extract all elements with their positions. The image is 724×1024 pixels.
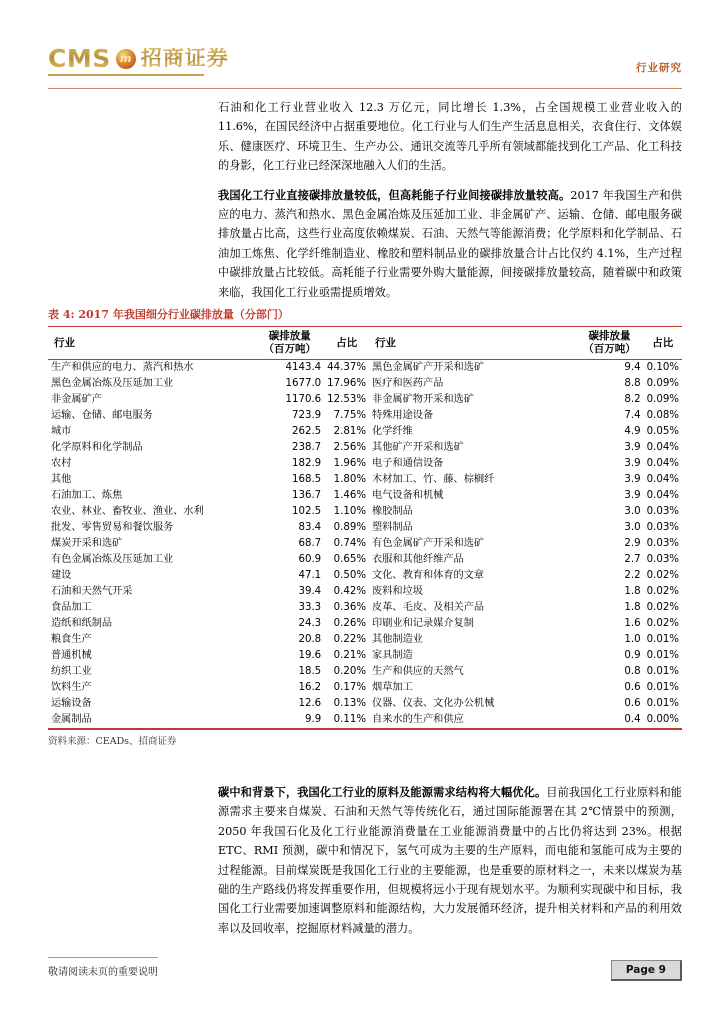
cell-share-left: 0.74%	[333, 537, 367, 549]
cell-emission-right: 1.8	[624, 585, 641, 597]
cell-share-right: 0.03%	[646, 537, 679, 549]
cell-emission-right: 2.2	[624, 569, 641, 581]
cell-share-right: 0.08%	[646, 410, 679, 422]
cell-industry-left: 其他	[51, 473, 72, 485]
table-row	[48, 711, 682, 727]
emissions-table	[48, 326, 682, 727]
table-row	[48, 424, 682, 440]
cell-emission-left: 102.5	[292, 505, 322, 517]
table-row	[48, 536, 682, 552]
col-header-emission-right-line1: 碳排放量	[588, 330, 631, 342]
col-header-emission-right	[575, 327, 643, 360]
cell-share-right: 0.03%	[646, 553, 679, 565]
table-row	[48, 504, 682, 520]
page-number-badge: Page 9	[611, 960, 682, 981]
cell-share-left: 7.75%	[333, 410, 367, 422]
cell-industry-left: 农业、林业、畜牧业、渔业、水利	[51, 505, 204, 517]
cell-emission-left: 168.5	[292, 473, 322, 485]
cell-industry-right: 废料和垃圾	[372, 585, 423, 597]
page-header	[48, 42, 682, 94]
cell-emission-left: 68.7	[298, 537, 322, 549]
cell-share-right: 0.04%	[646, 458, 679, 469]
table-row	[48, 616, 682, 632]
table-source: 资料来源：CEADs、招商证券	[48, 735, 177, 747]
table-row	[48, 695, 682, 711]
table-row	[48, 663, 682, 679]
table-row	[48, 488, 682, 504]
col-header-industry-left: 行业	[48, 327, 255, 360]
cell-emission-right: 0.4	[624, 713, 641, 725]
header-section-label: 行业研究	[636, 62, 682, 74]
col-header-industry-right: 行业	[369, 327, 575, 360]
cell-share-left: 0.21%	[333, 649, 367, 661]
cell-industry-right: 橡胶制品	[372, 505, 413, 517]
cell-emission-right: 3.0	[624, 505, 641, 517]
cell-share-left: 1.10%	[333, 505, 367, 517]
cell-emission-right: 8.8	[624, 378, 641, 390]
table-row	[48, 568, 682, 584]
cell-industry-right: 仪器、仪表、文化办公机械	[372, 697, 495, 709]
cell-emission-left: 9.9	[304, 713, 322, 725]
cell-industry-right: 塑料制品	[372, 521, 413, 533]
cell-industry-right: 其他制造业	[372, 633, 423, 645]
cell-emission-right: 0.9	[624, 649, 641, 661]
cell-emission-right: 2.7	[624, 553, 641, 565]
logo-underline	[48, 74, 204, 76]
table-header-row	[48, 327, 682, 360]
cell-industry-left: 粮食生产	[51, 633, 92, 645]
cell-industry-right: 特殊用途设备	[372, 410, 434, 422]
paragraph-3-text: 目前我国化工行业原料和能源需求主要来自煤炭、石油和天然气等传统化石，通过国际能源署在其 2℃情景中的预测，2050 年我国石化及化工行业能源消费量在工业能源消费量中的占比仍将达到 23%。根据 ETC、RMI 预测，碳中和情况下，氢气可成为主要的生产原料，而电能和氢能可成为主要的过程能源。目前煤炭既是我国化工行业的主要能源，也是重要的原材料之一，未来以煤炭为基础的生产路线仍将发挥重要作用，但规模将远小于现有规划水平。为顺利实现碳中和目标，我国化工行业需要加速调整原料和能源结构，大力发展循环经济，提升相关材料和产品的利用效率以及回收率，挖掘原材料减量的潜力。	[218, 786, 682, 935]
cell-share-right: 0.09%	[646, 394, 679, 406]
cell-emission-right: 3.9	[624, 489, 641, 501]
table-row	[48, 600, 682, 616]
cell-industry-left: 运输、仓储、邮电服务	[51, 410, 153, 422]
table-header	[48, 327, 682, 360]
cell-emission-right: 4.9	[624, 426, 641, 438]
cell-emission-left: 262.5	[292, 426, 322, 438]
cell-industry-left: 批发、零售贸易和餐饮服务	[51, 521, 174, 533]
table-row	[48, 647, 682, 663]
cell-industry-left: 运输设备	[51, 697, 92, 709]
cell-share-right: 0.04%	[646, 442, 679, 454]
logo-chinese-text: 招商证券	[140, 46, 229, 70]
cell-share-left: 1.80%	[333, 473, 367, 485]
cell-industry-right: 烟草加工	[372, 681, 413, 693]
cell-industry-left: 化学原料和化学制品	[51, 442, 143, 454]
cell-industry-left: 石油加工、炼焦	[51, 489, 123, 501]
cell-share-left: 0.26%	[333, 617, 367, 629]
paragraph-3-lead: 碳中和背景下，我国化工行业的原料及能源需求结构将大幅优化。	[218, 785, 547, 799]
cell-emission-left: 20.8	[298, 633, 322, 645]
footer-divider	[48, 957, 158, 958]
table-title: 表 4: 2017 年我国细分行业碳排放量（分部门）	[48, 308, 289, 321]
table-row	[48, 520, 682, 536]
table-row	[48, 376, 682, 392]
cell-industry-left: 建设	[51, 569, 72, 581]
paragraph-3	[218, 783, 682, 938]
cell-emission-left: 182.9	[292, 458, 322, 469]
col-header-emission-right-line2: （百万吨）	[583, 343, 636, 355]
cell-industry-right: 有色金属矿产开采和选矿	[372, 537, 485, 549]
cell-share-left: 0.36%	[333, 601, 367, 613]
cell-share-left: 2.56%	[333, 442, 367, 454]
cell-share-right: 0.05%	[646, 426, 679, 438]
cell-industry-left: 农村	[51, 458, 72, 469]
cell-share-left: 1.96%	[333, 458, 367, 469]
cell-share-left: 0.42%	[333, 585, 367, 597]
cell-emission-left: 4143.4	[285, 362, 322, 374]
table-row	[48, 392, 682, 408]
cell-industry-left: 饮料生产	[51, 681, 92, 693]
cell-share-right: 0.02%	[646, 585, 679, 597]
cell-emission-left: 16.2	[298, 681, 322, 693]
cell-share-right: 0.10%	[646, 362, 679, 374]
cell-emission-left: 136.7	[292, 489, 322, 501]
cell-share-left: 44.37%	[327, 362, 367, 374]
cell-industry-right: 皮革、毛皮、及相关产品	[372, 601, 485, 613]
footer-disclaimer: 敬请阅读末页的重要说明	[48, 967, 158, 978]
paragraph-1-text: 石油和化工行业营业收入 12.3 万亿元，同比增长 1.3%，占全国规模工业营业收入的 11.6%，在国民经济中占据重要地位。化工行业与人们生产生活息息相关，衣食住行、文体娱乐、健康医疗、环境卫生、生产办公、通讯交流等几乎所有领域都能找到化工产品、化工科技的身影，化工行业已经深深地融入人们的生活。	[218, 101, 682, 173]
cell-industry-right: 电气设备和机械	[372, 489, 444, 501]
cell-industry-left: 食品加工	[51, 601, 92, 613]
cell-share-left: 17.96%	[327, 378, 367, 390]
cell-emission-right: 3.9	[624, 458, 641, 469]
cms-logo	[48, 46, 229, 71]
cell-emission-right: 1.0	[624, 633, 641, 645]
cell-industry-right: 医疗和医药产品	[372, 378, 444, 390]
cell-emission-right: 1.6	[624, 617, 641, 629]
cell-industry-right: 自来水的生产和供应	[372, 713, 464, 725]
cell-share-left: 0.65%	[333, 553, 367, 565]
cell-emission-left: 33.3	[298, 601, 322, 613]
cell-industry-left: 黑色金属冶炼及压延加工业	[51, 378, 174, 390]
table-row	[48, 440, 682, 456]
cell-share-right: 0.01%	[646, 649, 679, 661]
cell-industry-right: 电子和通信设备	[372, 458, 444, 469]
cell-share-left: 0.11%	[333, 713, 367, 725]
cell-share-left: 2.81%	[333, 426, 367, 438]
cell-emission-right: 3.9	[624, 442, 641, 454]
cell-emission-right: 1.8	[624, 601, 641, 613]
col-header-share-left: 占比	[324, 327, 369, 360]
cell-share-left: 0.20%	[333, 665, 367, 677]
table-bottom-divider	[48, 728, 682, 730]
cell-emission-right: 9.4	[624, 362, 641, 374]
cell-share-right: 0.03%	[646, 505, 679, 517]
col-header-share-right: 占比	[644, 327, 682, 360]
cell-emission-right: 3.0	[624, 521, 641, 533]
cell-emission-left: 238.7	[292, 442, 322, 454]
cell-share-left: 0.50%	[333, 569, 367, 581]
top-text-column	[218, 98, 682, 302]
cell-share-left: 12.53%	[327, 394, 367, 406]
cell-emission-right: 0.6	[624, 681, 641, 693]
cell-industry-right: 衣服和其他纤维产品	[372, 553, 464, 565]
paragraph-2-text: 2017 年我国生产和供应的电力、蒸汽和热水、黑色金属冶炼及压延加工业、非金属矿产、运输、仓储、邮电服务碳排放量占比高，这些行业高度依赖煤炭、石油、天然气等能源消费；化学原料和化学制品、石油加工炼焦、化学纤维制造业、橡胶和塑料制品业的碳排放量合计占比仅约 4.1%，生产过程中碳排放量占比较低。高耗能子行业需要外购大量能源，间接碳排放量较高，随着碳中和政策来临，我国化工行业亟需提质增效。	[218, 188, 682, 299]
cell-emission-right: 3.9	[624, 473, 641, 485]
emissions-table-block	[48, 306, 682, 747]
bottom-text-column	[218, 783, 682, 938]
cell-share-left: 0.22%	[333, 633, 367, 645]
header-divider	[48, 88, 682, 89]
cell-industry-right: 木材加工、竹、藤、棕榈纤	[372, 473, 495, 485]
cell-industry-left: 造纸和纸制品	[51, 617, 113, 629]
cell-industry-left: 生产和供应的电力、蒸汽和热水	[51, 362, 194, 374]
col-header-emission-left-line2: （百万吨）	[263, 343, 317, 355]
cell-industry-right: 印刷业和记录媒介复制	[372, 617, 474, 629]
cell-share-left: 1.46%	[333, 489, 367, 501]
table-body	[48, 360, 682, 728]
cell-share-right: 0.02%	[646, 569, 679, 581]
cell-emission-right: 8.2	[624, 394, 641, 406]
cell-emission-left: 12.6	[298, 697, 322, 709]
cell-emission-right: 0.6	[624, 697, 641, 709]
cell-emission-right: 7.4	[624, 410, 641, 422]
col-header-emission-left-line1: 碳排放量	[268, 330, 311, 342]
cell-industry-left: 有色金属冶炼及压延加工业	[51, 553, 174, 565]
cell-share-right: 0.01%	[646, 697, 679, 709]
table-row	[48, 360, 682, 376]
cell-emission-left: 1170.6	[285, 394, 322, 406]
cell-share-left: 0.13%	[333, 697, 367, 709]
cell-industry-left: 非金属矿产	[51, 394, 102, 406]
table-row	[48, 472, 682, 488]
cell-industry-left: 煤炭开采和选矿	[51, 537, 123, 549]
cell-industry-right: 文化、教育和体育的文章	[372, 569, 485, 581]
paragraph-2-lead: 我国化工行业直接碳排放量较低，但高耗能子行业间接碳排放量较高。	[218, 187, 571, 202]
cell-emission-left: 83.4	[298, 521, 322, 533]
col-header-emission-left	[255, 327, 324, 360]
cell-emission-left: 39.4	[298, 585, 322, 597]
cell-industry-right: 黑色金属矿产开采和选矿	[372, 362, 485, 374]
cell-share-left: 0.89%	[333, 521, 367, 533]
cell-industry-right: 其他矿产开采和选矿	[372, 442, 464, 454]
cell-emission-left: 19.6	[298, 649, 322, 661]
cell-share-right: 0.02%	[646, 617, 679, 629]
paragraph-1	[218, 98, 682, 176]
cell-share-right: 0.04%	[646, 489, 679, 501]
logo-latin-text: CMS	[48, 44, 111, 73]
cell-industry-right: 家具制造	[372, 649, 413, 661]
cell-emission-right: 0.8	[624, 665, 641, 677]
cell-industry-right: 化学纤维	[372, 426, 413, 438]
table-row	[48, 679, 682, 695]
cell-industry-left: 城市	[51, 426, 72, 438]
cell-share-right: 0.01%	[646, 681, 679, 693]
cell-emission-left: 18.5	[298, 665, 322, 677]
cell-emission-left: 723.9	[292, 410, 322, 422]
cell-industry-left: 石油和天然气开采	[51, 585, 133, 597]
table-row	[48, 631, 682, 647]
cell-industry-left: 金属制品	[51, 713, 92, 725]
cell-industry-left: 纺织工业	[51, 665, 92, 677]
cell-share-right: 0.09%	[646, 378, 679, 390]
table-row	[48, 456, 682, 472]
cell-emission-right: 2.9	[624, 537, 641, 549]
cell-industry-right: 生产和供应的天然气	[372, 665, 464, 677]
cell-share-right: 0.04%	[646, 473, 679, 485]
cell-share-right: 0.02%	[646, 601, 679, 613]
cell-industry-right: 非金属矿物开采和选矿	[372, 394, 474, 406]
cell-industry-left: 普通机械	[51, 649, 92, 661]
logo-emblem-icon: m	[116, 49, 136, 69]
table-row	[48, 408, 682, 424]
cell-share-right: 0.00%	[646, 713, 679, 725]
cell-share-right: 0.03%	[646, 521, 679, 533]
cell-emission-left: 24.3	[298, 617, 322, 629]
cell-share-right: 0.01%	[646, 633, 679, 645]
cell-emission-left: 47.1	[298, 569, 322, 581]
paragraph-2	[218, 186, 682, 302]
cell-emission-left: 1677.0	[285, 378, 322, 390]
table-row	[48, 584, 682, 600]
cell-emission-left: 60.9	[298, 553, 322, 565]
cell-share-left: 0.17%	[333, 681, 367, 693]
table-row	[48, 552, 682, 568]
cell-share-right: 0.01%	[646, 665, 679, 677]
